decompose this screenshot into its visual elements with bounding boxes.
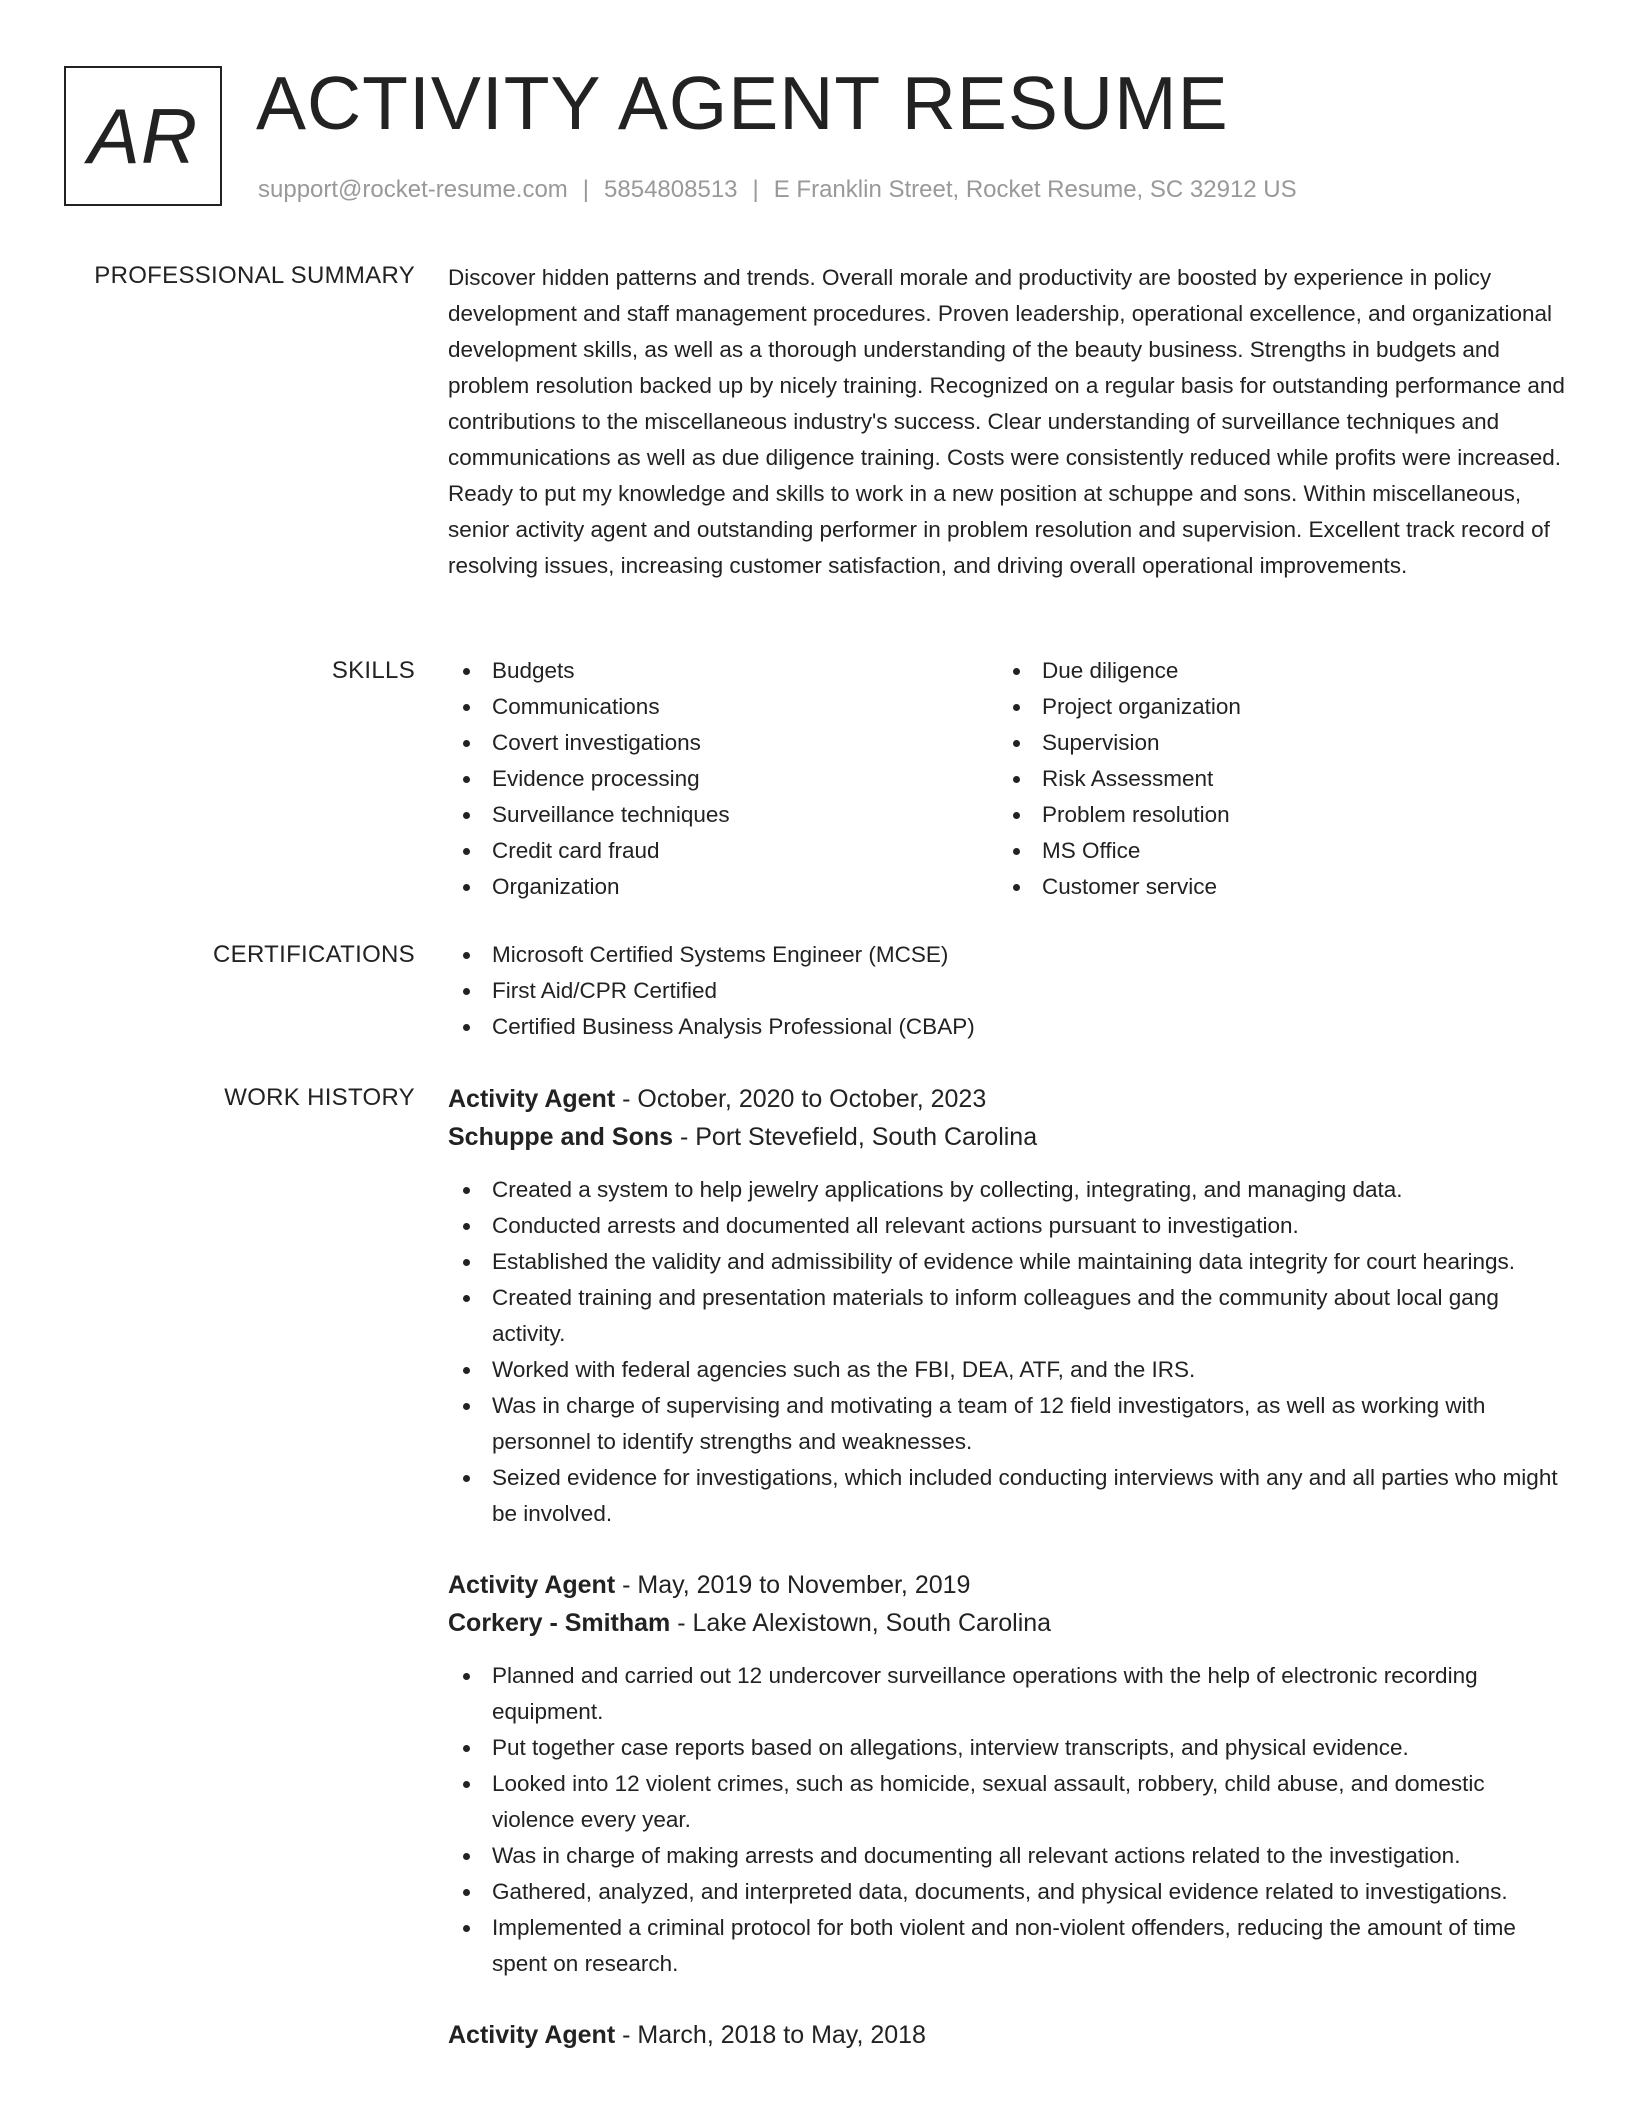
job-bullet: Gathered, analyzed, and interpreted data, documents, and physical evidence related to investigations. xyxy=(448,1874,1568,1910)
job-title: Activity Agent xyxy=(448,1571,616,1599)
job-dates: - October, 2020 to October, 2023 xyxy=(615,1085,987,1113)
job-bullet: Was in charge of making arrests and documenting all relevant actions related to the investigation. xyxy=(448,1838,1568,1874)
job-bullet: Looked into 12 violent crimes, such as homicide, sexual assault, robbery, child abuse, and domestic violence every year. xyxy=(448,1766,1568,1838)
skill-item: Covert investigations xyxy=(448,725,998,761)
job-company: Corkery - Smitham xyxy=(448,1609,671,1637)
job-title-line xyxy=(448,1566,1568,1604)
job-bullet: Seized evidence for investigations, which included conducting interviews with any and all parties who might be involved. xyxy=(448,1460,1568,1532)
skills-body xyxy=(448,653,1568,905)
certifications-body xyxy=(448,937,1568,1045)
skills-label: SKILLS xyxy=(331,657,415,684)
contact-email[interactable]: support@rocket-resume.com xyxy=(258,176,568,203)
summary-body xyxy=(448,260,1568,584)
summary-label: PROFESSIONAL SUMMARY xyxy=(94,262,415,289)
skill-item: Problem resolution xyxy=(998,797,1548,833)
skill-item: Credit card fraud xyxy=(448,833,998,869)
job-bullet: Created a system to help jewelry applications by collecting, integrating, and managing data. xyxy=(448,1172,1568,1208)
job-bullet: Put together case reports based on allegations, interview transcripts, and physical evidence. xyxy=(448,1730,1568,1766)
skills-list-right xyxy=(998,653,1548,905)
contact-separator: | xyxy=(582,176,590,203)
job-bullet-list xyxy=(448,1172,1568,1532)
job-title-line xyxy=(448,2016,1568,2054)
job-location: - Port Stevefield, South Carolina xyxy=(673,1123,1038,1151)
certifications-list xyxy=(448,937,1568,1045)
summary-text: Discover hidden patterns and trends. Overall morale and productivity are boosted by experience in policy development and staff management procedures. Proven leadership, operational excellence, and organizational development skills, as well as a thorough understanding of the beauty business. Strengths in budgets and problem resolution backed up by nicely training. Recognized on a regular basis for outstanding performance and contributions to the miscellaneous industry's success. Clear understanding of surveillance techniques and communications as well as due diligence training. Costs were consistently reduced while profits were increased. Ready to put my knowledge and skills to work in a new position at schuppe and sons. Within miscellaneous, senior activity agent and outstanding performer in problem resolution and supervision. Excellent track record of resolving issues, increasing customer satisfaction, and driving overall operational improvements. xyxy=(448,265,1565,578)
job-dates: - March, 2018 to May, 2018 xyxy=(615,2021,926,2049)
job-entry xyxy=(448,1080,1568,1532)
job-entry xyxy=(448,2016,1568,2054)
skill-item: Budgets xyxy=(448,653,998,689)
contact-phone[interactable]: 5854808513 xyxy=(604,176,738,203)
job-company-line xyxy=(448,1118,1568,1156)
skill-item: Risk Assessment xyxy=(998,761,1548,797)
skill-item: Evidence processing xyxy=(448,761,998,797)
job-bullet: Planned and carried out 12 undercover surveillance operations with the help of electronic recording equipment. xyxy=(448,1658,1568,1730)
job-title: Activity Agent xyxy=(448,1085,616,1113)
job-bullet: Implemented a criminal protocol for both violent and non-violent offenders, reducing the amount of time spent on research. xyxy=(448,1910,1568,1982)
job-bullet: Established the validity and admissibility of evidence while maintaining data integrity for court hearings. xyxy=(448,1244,1568,1280)
skill-item: Customer service xyxy=(998,869,1548,905)
job-bullet: Worked with federal agencies such as the FBI, DEA, ATF, and the IRS. xyxy=(448,1352,1568,1388)
job-bullet: Created training and presentation materials to inform colleagues and the community about local gang activity. xyxy=(448,1280,1568,1352)
certification-item: Microsoft Certified Systems Engineer (MCSE) xyxy=(448,937,1568,973)
job-location: - Lake Alexistown, South Carolina xyxy=(670,1609,1052,1637)
skill-item: Supervision xyxy=(998,725,1548,761)
certifications-label: CERTIFICATIONS xyxy=(213,941,415,968)
monogram-box xyxy=(64,66,222,206)
monogram-initials: AR xyxy=(87,91,199,180)
job-bullet: Was in charge of supervising and motivating a team of 12 field investigators, as well as working with personnel to identify strengths and weaknesses. xyxy=(448,1388,1568,1460)
job-bullet: Conducted arrests and documented all relevant actions pursuant to investigation. xyxy=(448,1208,1568,1244)
skills-list-left xyxy=(448,653,998,905)
certification-item: Certified Business Analysis Professional (CBAP) xyxy=(448,1009,1568,1045)
job-company: Schuppe and Sons xyxy=(448,1123,674,1151)
resume-title: ACTIVITY AGENT RESUME xyxy=(256,61,1229,145)
job-bullet-list xyxy=(448,1658,1568,1982)
job-title: Activity Agent xyxy=(448,2021,616,2049)
contact-address: E Franklin Street, Rocket Resume, SC 32912 US xyxy=(773,176,1297,203)
job-company-line xyxy=(448,1604,1568,1642)
skill-item: MS Office xyxy=(998,833,1548,869)
job-entry xyxy=(448,1566,1568,1982)
contact-line xyxy=(258,174,1297,206)
certification-item: First Aid/CPR Certified xyxy=(448,973,1568,1009)
skill-item: Surveillance techniques xyxy=(448,797,998,833)
skill-item: Organization xyxy=(448,869,998,905)
job-dates: - May, 2019 to November, 2019 xyxy=(615,1571,971,1599)
skill-item: Project organization xyxy=(998,689,1548,725)
skill-item: Communications xyxy=(448,689,998,725)
contact-separator: | xyxy=(752,176,759,203)
skill-item: Due diligence xyxy=(998,653,1548,689)
work-history-label: WORK HISTORY xyxy=(224,1084,415,1111)
work-history-body xyxy=(448,1080,1568,2088)
job-title-line xyxy=(448,1080,1568,1118)
